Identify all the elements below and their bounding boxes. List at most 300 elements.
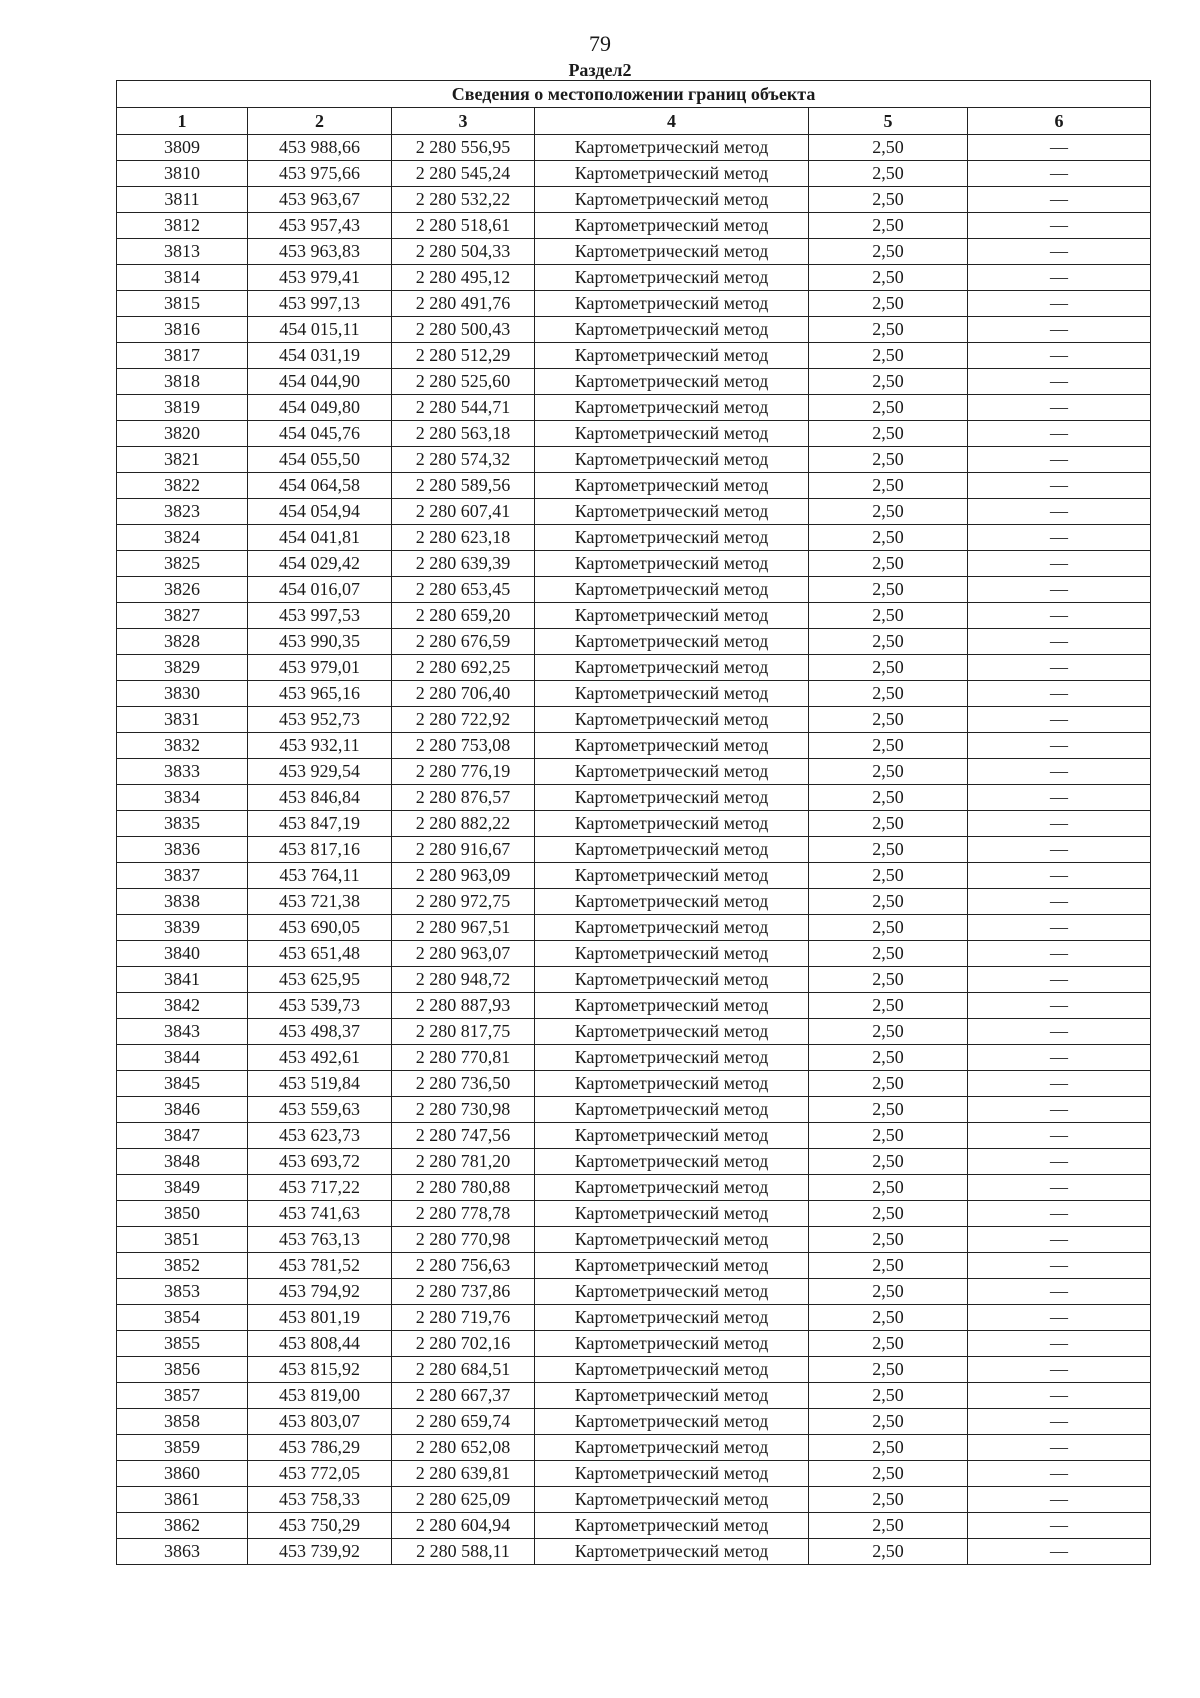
x-coordinate-cell: 453 979,01 [248,655,392,681]
method-cell: Картометрический метод [535,1201,809,1227]
point-number-cell: 3816 [117,317,248,343]
accuracy-cell: 2,50 [809,239,968,265]
accuracy-cell: 2,50 [809,499,968,525]
x-coordinate-cell: 454 055,50 [248,447,392,473]
x-coordinate-cell: 453 846,84 [248,785,392,811]
table-row [117,499,1151,525]
description-cell: — [968,629,1151,655]
y-coordinate-cell: 2 280 512,29 [392,343,535,369]
description-cell: — [968,213,1151,239]
table-row [117,681,1151,707]
method-cell: Картометрический метод [535,811,809,837]
method-cell: Картометрический метод [535,135,809,161]
accuracy-cell: 2,50 [809,1097,968,1123]
description-cell: — [968,1149,1151,1175]
page-number: 79 [589,31,611,56]
method-cell: Картометрический метод [535,395,809,421]
x-coordinate-cell: 453 625,95 [248,967,392,993]
column-header: 5 [809,108,968,135]
x-coordinate-cell: 453 772,05 [248,1461,392,1487]
y-coordinate-cell: 2 280 491,76 [392,291,535,317]
table-row [117,317,1151,343]
description-cell: — [968,941,1151,967]
point-number-cell: 3842 [117,993,248,1019]
description-cell: — [968,1201,1151,1227]
table-row [117,1383,1151,1409]
table-row [117,1513,1151,1539]
x-coordinate-cell: 453 750,29 [248,1513,392,1539]
x-coordinate-cell: 453 997,13 [248,291,392,317]
y-coordinate-cell: 2 280 706,40 [392,681,535,707]
y-coordinate-cell: 2 280 676,59 [392,629,535,655]
accuracy-cell: 2,50 [809,863,968,889]
point-number-cell: 3824 [117,525,248,551]
x-coordinate-cell: 454 041,81 [248,525,392,551]
description-cell: — [968,603,1151,629]
x-coordinate-cell: 453 801,19 [248,1305,392,1331]
description-cell: — [968,1539,1151,1565]
accuracy-cell: 2,50 [809,1123,968,1149]
table-row [117,421,1151,447]
y-coordinate-cell: 2 280 684,51 [392,1357,535,1383]
point-number-cell: 3855 [117,1331,248,1357]
point-number-cell: 3831 [117,707,248,733]
description-cell: — [968,1409,1151,1435]
y-coordinate-cell: 2 280 495,12 [392,265,535,291]
y-coordinate-cell: 2 280 747,56 [392,1123,535,1149]
point-number-cell: 3860 [117,1461,248,1487]
point-number-cell: 3840 [117,941,248,967]
method-cell: Картометрический метод [535,421,809,447]
y-coordinate-cell: 2 280 563,18 [392,421,535,447]
x-coordinate-cell: 454 016,07 [248,577,392,603]
method-cell: Картометрический метод [535,1149,809,1175]
x-coordinate-cell: 453 786,29 [248,1435,392,1461]
point-number-cell: 3819 [117,395,248,421]
method-cell: Картометрический метод [535,1357,809,1383]
x-coordinate-cell: 453 539,73 [248,993,392,1019]
method-cell: Картометрический метод [535,1383,809,1409]
accuracy-cell: 2,50 [809,1201,968,1227]
accuracy-cell: 2,50 [809,915,968,941]
point-number-cell: 3841 [117,967,248,993]
point-number-cell: 3837 [117,863,248,889]
table-row [117,967,1151,993]
table-row [117,343,1151,369]
accuracy-cell: 2,50 [809,395,968,421]
y-coordinate-cell: 2 280 730,98 [392,1097,535,1123]
point-number-cell: 3862 [117,1513,248,1539]
x-coordinate-cell: 453 717,22 [248,1175,392,1201]
accuracy-cell: 2,50 [809,187,968,213]
x-coordinate-cell: 453 758,33 [248,1487,392,1513]
accuracy-cell: 2,50 [809,265,968,291]
point-number-cell: 3850 [117,1201,248,1227]
point-number-cell: 3823 [117,499,248,525]
method-cell: Картометрический метод [535,1071,809,1097]
x-coordinate-cell: 453 693,72 [248,1149,392,1175]
accuracy-cell: 2,50 [809,291,968,317]
y-coordinate-cell: 2 280 692,25 [392,655,535,681]
point-number-cell: 3854 [117,1305,248,1331]
table-row [117,759,1151,785]
accuracy-cell: 2,50 [809,317,968,343]
accuracy-cell: 2,50 [809,1253,968,1279]
x-coordinate-cell: 453 803,07 [248,1409,392,1435]
point-number-cell: 3857 [117,1383,248,1409]
point-number-cell: 3813 [117,239,248,265]
x-coordinate-cell: 453 997,53 [248,603,392,629]
y-coordinate-cell: 2 280 781,20 [392,1149,535,1175]
point-number-cell: 3820 [117,421,248,447]
x-coordinate-cell: 453 808,44 [248,1331,392,1357]
y-coordinate-cell: 2 280 756,63 [392,1253,535,1279]
description-cell: — [968,681,1151,707]
point-number-cell: 3835 [117,811,248,837]
accuracy-cell: 2,50 [809,707,968,733]
y-coordinate-cell: 2 280 532,22 [392,187,535,213]
point-number-cell: 3847 [117,1123,248,1149]
boundary-coordinates-table [116,80,1151,1565]
point-number-cell: 3836 [117,837,248,863]
table-row [117,1357,1151,1383]
y-coordinate-cell: 2 280 776,19 [392,759,535,785]
table-row [117,733,1151,759]
point-number-cell: 3827 [117,603,248,629]
accuracy-cell: 2,50 [809,1539,968,1565]
x-coordinate-cell: 453 963,83 [248,239,392,265]
description-cell: — [968,1071,1151,1097]
description-cell: — [968,1279,1151,1305]
point-number-cell: 3828 [117,629,248,655]
x-coordinate-cell: 454 054,94 [248,499,392,525]
x-coordinate-cell: 454 015,11 [248,317,392,343]
method-cell: Картометрический метод [535,551,809,577]
point-number-cell: 3809 [117,135,248,161]
x-coordinate-cell: 454 045,76 [248,421,392,447]
description-cell: — [968,863,1151,889]
description-cell: — [968,317,1151,343]
table-head [117,81,1151,135]
method-cell: Картометрический метод [535,629,809,655]
table-row [117,577,1151,603]
method-cell: Картометрический метод [535,993,809,1019]
description-cell: — [968,1331,1151,1357]
accuracy-cell: 2,50 [809,629,968,655]
table-row [117,265,1151,291]
accuracy-cell: 2,50 [809,577,968,603]
y-coordinate-cell: 2 280 702,16 [392,1331,535,1357]
table-row [117,1123,1151,1149]
x-coordinate-cell: 453 819,00 [248,1383,392,1409]
y-coordinate-cell: 2 280 778,78 [392,1201,535,1227]
method-cell: Картометрический метод [535,265,809,291]
description-cell: — [968,1487,1151,1513]
table-row [117,1435,1151,1461]
method-cell: Картометрический метод [535,1253,809,1279]
accuracy-cell: 2,50 [809,655,968,681]
method-cell: Картометрический метод [535,1409,809,1435]
y-coordinate-cell: 2 280 525,60 [392,369,535,395]
accuracy-cell: 2,50 [809,941,968,967]
accuracy-cell: 2,50 [809,447,968,473]
y-coordinate-cell: 2 280 887,93 [392,993,535,1019]
table-row [117,1253,1151,1279]
table-row [117,551,1151,577]
method-cell: Картометрический метод [535,525,809,551]
point-number-cell: 3849 [117,1175,248,1201]
accuracy-cell: 2,50 [809,733,968,759]
x-coordinate-cell: 454 044,90 [248,369,392,395]
y-coordinate-cell: 2 280 574,32 [392,447,535,473]
accuracy-cell: 2,50 [809,1019,968,1045]
x-coordinate-cell: 453 764,11 [248,863,392,889]
description-cell: — [968,837,1151,863]
method-cell: Картометрический метод [535,1331,809,1357]
accuracy-cell: 2,50 [809,1045,968,1071]
description-cell: — [968,655,1151,681]
accuracy-cell: 2,50 [809,837,968,863]
x-coordinate-cell: 453 741,63 [248,1201,392,1227]
table-row [117,1461,1151,1487]
y-coordinate-cell: 2 280 817,75 [392,1019,535,1045]
method-cell: Картометрический метод [535,1019,809,1045]
point-number-cell: 3863 [117,1539,248,1565]
point-number-cell: 3844 [117,1045,248,1071]
description-cell: — [968,265,1151,291]
point-number-cell: 3861 [117,1487,248,1513]
x-coordinate-cell: 453 739,92 [248,1539,392,1565]
description-cell: — [968,733,1151,759]
point-number-cell: 3839 [117,915,248,941]
table-row [117,1149,1151,1175]
accuracy-cell: 2,50 [809,343,968,369]
method-cell: Картометрический метод [535,291,809,317]
accuracy-cell: 2,50 [809,785,968,811]
table-row [117,603,1151,629]
table-row [117,655,1151,681]
method-cell: Картометрический метод [535,1435,809,1461]
point-number-cell: 3832 [117,733,248,759]
x-coordinate-cell: 453 815,92 [248,1357,392,1383]
y-coordinate-cell: 2 280 916,67 [392,837,535,863]
y-coordinate-cell: 2 280 719,76 [392,1305,535,1331]
accuracy-cell: 2,50 [809,1487,968,1513]
x-coordinate-cell: 454 029,42 [248,551,392,577]
y-coordinate-cell: 2 280 518,61 [392,213,535,239]
accuracy-cell: 2,50 [809,473,968,499]
table-row [117,629,1151,655]
table-row [117,213,1151,239]
description-cell: — [968,343,1151,369]
y-coordinate-cell: 2 280 667,37 [392,1383,535,1409]
point-number-cell: 3814 [117,265,248,291]
y-coordinate-cell: 2 280 504,33 [392,239,535,265]
x-coordinate-cell: 453 498,37 [248,1019,392,1045]
table-row [117,811,1151,837]
table-row [117,1045,1151,1071]
point-number-cell: 3838 [117,889,248,915]
x-coordinate-cell: 453 651,48 [248,941,392,967]
table-row [117,369,1151,395]
description-cell: — [968,889,1151,915]
x-coordinate-cell: 453 519,84 [248,1071,392,1097]
accuracy-cell: 2,50 [809,1331,968,1357]
method-cell: Картометрический метод [535,239,809,265]
method-cell: Картометрический метод [535,577,809,603]
table-row [117,1071,1151,1097]
y-coordinate-cell: 2 280 780,88 [392,1175,535,1201]
description-cell: — [968,915,1151,941]
x-coordinate-cell: 453 781,52 [248,1253,392,1279]
section-title: Раздел2 [568,60,632,80]
description-cell: — [968,525,1151,551]
description-cell: — [968,499,1151,525]
accuracy-cell: 2,50 [809,1175,968,1201]
method-cell: Картометрический метод [535,733,809,759]
point-number-cell: 3821 [117,447,248,473]
x-coordinate-cell: 453 847,19 [248,811,392,837]
y-coordinate-cell: 2 280 737,86 [392,1279,535,1305]
x-coordinate-cell: 454 064,58 [248,473,392,499]
method-cell: Картометрический метод [535,1279,809,1305]
method-cell: Картометрический метод [535,915,809,941]
method-cell: Картометрический метод [535,213,809,239]
y-coordinate-cell: 2 280 967,51 [392,915,535,941]
y-coordinate-cell: 2 280 948,72 [392,967,535,993]
table-row [117,863,1151,889]
point-number-cell: 3852 [117,1253,248,1279]
x-coordinate-cell: 453 952,73 [248,707,392,733]
description-cell: — [968,1123,1151,1149]
method-cell: Картометрический метод [535,1097,809,1123]
description-cell: — [968,1175,1151,1201]
accuracy-cell: 2,50 [809,1227,968,1253]
method-cell: Картометрический метод [535,447,809,473]
table-row [117,395,1151,421]
table-row [117,915,1151,941]
description-cell: — [968,447,1151,473]
accuracy-cell: 2,50 [809,1461,968,1487]
point-number-cell: 3851 [117,1227,248,1253]
accuracy-cell: 2,50 [809,1279,968,1305]
accuracy-cell: 2,50 [809,967,968,993]
point-number-cell: 3834 [117,785,248,811]
description-cell: — [968,239,1151,265]
table-row [117,889,1151,915]
x-coordinate-cell: 453 721,38 [248,889,392,915]
accuracy-cell: 2,50 [809,213,968,239]
description-cell: — [968,993,1151,1019]
table-caption: Сведения о местоположении границ объекта [117,81,1151,108]
point-number-cell: 3817 [117,343,248,369]
method-cell: Картометрический метод [535,1461,809,1487]
description-cell: — [968,1435,1151,1461]
table-body [117,135,1151,1565]
x-coordinate-cell: 453 988,66 [248,135,392,161]
method-cell: Картометрический метод [535,837,809,863]
method-cell: Картометрический метод [535,655,809,681]
description-cell: — [968,1019,1151,1045]
y-coordinate-cell: 2 280 722,92 [392,707,535,733]
y-coordinate-cell: 2 280 623,18 [392,525,535,551]
description-cell: — [968,707,1151,733]
column-header: 4 [535,108,809,135]
method-cell: Картометрический метод [535,499,809,525]
accuracy-cell: 2,50 [809,889,968,915]
accuracy-cell: 2,50 [809,1357,968,1383]
y-coordinate-cell: 2 280 652,08 [392,1435,535,1461]
method-cell: Картометрический метод [535,681,809,707]
description-cell: — [968,369,1151,395]
accuracy-cell: 2,50 [809,759,968,785]
table-row [117,1539,1151,1565]
x-coordinate-cell: 453 990,35 [248,629,392,655]
table-row [117,1487,1151,1513]
description-cell: — [968,1357,1151,1383]
y-coordinate-cell: 2 280 639,81 [392,1461,535,1487]
table-row [117,291,1151,317]
table-row [117,1279,1151,1305]
description-cell: — [968,811,1151,837]
method-cell: Картометрический метод [535,1513,809,1539]
accuracy-cell: 2,50 [809,1305,968,1331]
point-number-cell: 3830 [117,681,248,707]
table-caption-row [117,81,1151,108]
accuracy-cell: 2,50 [809,811,968,837]
point-number-cell: 3843 [117,1019,248,1045]
y-coordinate-cell: 2 280 736,50 [392,1071,535,1097]
point-number-cell: 3825 [117,551,248,577]
description-cell: — [968,1045,1151,1071]
point-number-cell: 3859 [117,1435,248,1461]
x-coordinate-cell: 453 975,66 [248,161,392,187]
accuracy-cell: 2,50 [809,1383,968,1409]
method-cell: Картометрический метод [535,187,809,213]
table-row [117,1175,1151,1201]
point-number-cell: 3833 [117,759,248,785]
description-cell: — [968,1227,1151,1253]
description-cell: — [968,395,1151,421]
method-cell: Картометрический метод [535,863,809,889]
accuracy-cell: 2,50 [809,161,968,187]
description-cell: — [968,551,1151,577]
x-coordinate-cell: 453 492,61 [248,1045,392,1071]
method-cell: Картометрический метод [535,1045,809,1071]
table-row [117,1305,1151,1331]
accuracy-cell: 2,50 [809,525,968,551]
table-row [117,1227,1151,1253]
accuracy-cell: 2,50 [809,993,968,1019]
description-cell: — [968,135,1151,161]
column-header: 6 [968,108,1151,135]
accuracy-cell: 2,50 [809,135,968,161]
x-coordinate-cell: 453 965,16 [248,681,392,707]
y-coordinate-cell: 2 280 639,39 [392,551,535,577]
method-cell: Картометрический метод [535,369,809,395]
description-cell: — [968,1461,1151,1487]
y-coordinate-cell: 2 280 545,24 [392,161,535,187]
method-cell: Картометрический метод [535,1539,809,1565]
point-number-cell: 3815 [117,291,248,317]
x-coordinate-cell: 453 794,92 [248,1279,392,1305]
method-cell: Картометрический метод [535,317,809,343]
point-number-cell: 3810 [117,161,248,187]
y-coordinate-cell: 2 280 882,22 [392,811,535,837]
table-row [117,1019,1151,1045]
y-coordinate-cell: 2 280 604,94 [392,1513,535,1539]
description-cell: — [968,1513,1151,1539]
